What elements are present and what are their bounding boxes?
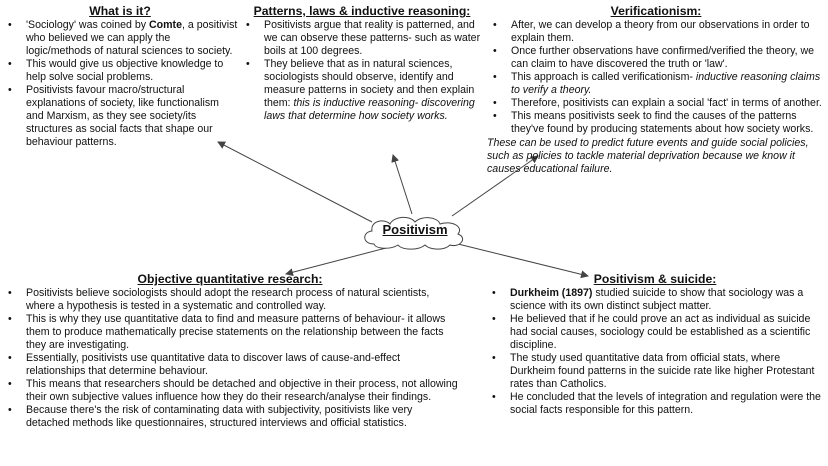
suicide-section — [486, 272, 824, 417]
objective-research-section — [2, 272, 458, 430]
list-item: • This would give us objective knowledge to help solve social problems. — [2, 58, 238, 84]
verificationism-heading: Verificationism: — [610, 4, 702, 18]
suicide-heading: Positivism & suicide: — [593, 272, 717, 286]
list-item: • This means that researchers should be detached and objective in their process, not allowing their own subjective values influence how they do their research/analyse their findings. — [2, 378, 458, 404]
verificationism-section — [487, 4, 825, 176]
objective-research-heading: Objective quantitative research: — [137, 272, 323, 286]
suicide-list — [486, 287, 824, 417]
patterns-list — [240, 19, 484, 123]
list-item: • Because there's the risk of contaminating data with subjectivity, positivists like very detached methods like questionnaires, structured interviews and official statistics. — [2, 404, 458, 430]
arrow-to-patterns — [393, 155, 412, 214]
list-item: • He concluded that the levels of integration and regulation were the social facts responsible for this pattern. — [486, 391, 824, 417]
list-item: • Positivists argue that reality is patterned, and we can observe these patterns- such as water boils at 100 degrees. — [240, 19, 484, 58]
verificationism-list — [487, 19, 825, 136]
list-item: • This approach is called verificationism- inductive reasoning claims to verify a theory. — [487, 71, 825, 97]
list-item: • Essentially, positivists use quantitative data to discover laws of cause-and-effect relationships that determine behaviour. — [2, 352, 458, 378]
list-item: • Durkheim (1897) studied suicide to show that sociology was a science with its own distinct subject matter. — [486, 287, 824, 313]
list-item: • Positivists believe sociologists should adopt the research process of natural scientists, where a hypothesis is tested in a systematic and controlled way. — [2, 287, 458, 313]
arrow-to-objective — [286, 248, 386, 274]
list-item: • This means positivists seek to find the causes of the patterns they've found by producing statements about how society works. — [487, 110, 825, 136]
list-item: • After, we can develop a theory from our observations in order to explain them. — [487, 19, 825, 45]
list-item: • Positivists favour macro/structural explanations of society, like functionalism and Marxism, as they see society/its structures as social facts that shape our behaviour patterns. — [2, 84, 238, 149]
patterns-heading: Patterns, laws & inductive reasoning: — [253, 4, 471, 18]
what-is-it-heading: What is it? — [89, 4, 151, 18]
arrow-to-what-is-it — [218, 142, 372, 222]
verificationism-note: These can be used to predict future events and guide social policies, such as policies to tackle material deprivation because we know it causes educational failure. — [487, 137, 809, 175]
what-is-it-list — [2, 19, 238, 149]
list-item: • The study used quantitative data from official stats, where Durkheim found patterns in the suicide rate like higher Protestant rates than Catholics. — [486, 352, 824, 391]
list-item: • He believed that if he could prove an act as individual as suicide had social causes, sociology could be established as a scientific discipline. — [486, 313, 824, 352]
center-topic-label: Positivism — [382, 222, 448, 237]
objective-research-list — [2, 287, 458, 430]
patterns-section — [240, 4, 484, 123]
list-item: • Once further observations have confirmed/verified the theory, we can claim to have discovered the truth or 'law'. — [487, 45, 825, 71]
list-item: • 'Sociology' was coined by Comte, a positivist who believed we can apply the logic/methods of natural sciences to society. — [2, 19, 238, 58]
what-is-it-section — [2, 4, 238, 149]
list-item: • This is why they use quantitative data to find and measure patterns of behaviour- it allows them to produce mathematically precise statements on the relationship between the facts they are investigating. — [2, 313, 458, 352]
list-item: • Therefore, positivists can explain a social 'fact' in terms of another. — [487, 97, 825, 110]
list-item: • They believe that as in natural sciences, sociologists should observe, identify and measure patterns in society and then explain them: this is inductive reasoning- discovering laws that determine how society works. — [240, 58, 484, 123]
